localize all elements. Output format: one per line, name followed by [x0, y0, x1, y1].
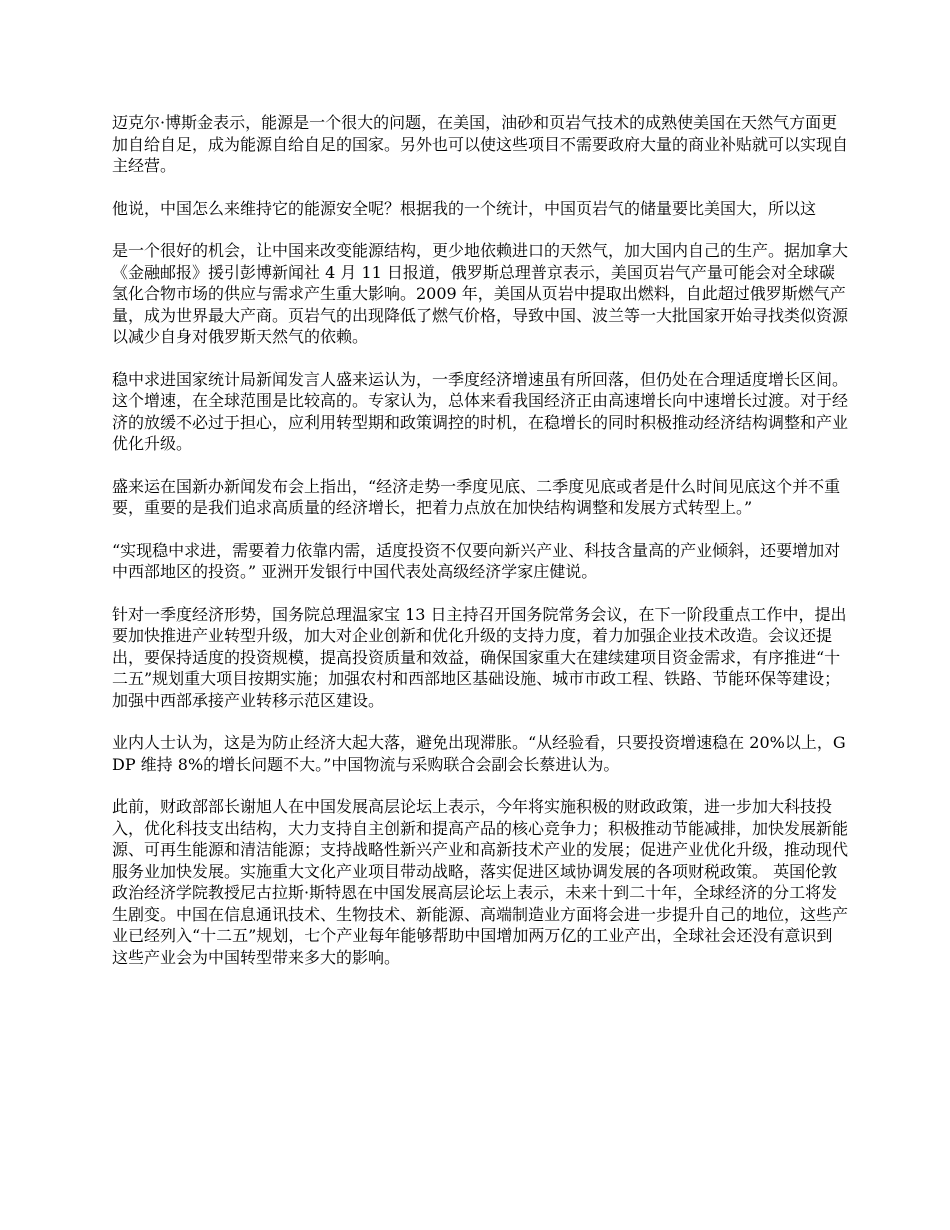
paragraph-cai-jin-quote: 业内人士认为，这是为防止经济大起大落，避免出现滞胀。“从经验看，只要投资增速稳在 20%以上，GDP 维持 8%的增长问题不大。”中国物流与采购联合会副会长蔡进认为。	[112, 733, 846, 774]
paragraph-china-energy-security: 他说，中国怎么来维持它的能源安全呢？根据我的一个统计，中国页岩气的储量要比美国大，所以这	[112, 198, 817, 218]
paragraph-sheng-laiyun-quote: 盛来运在国新办新闻发布会上指出，“经济走势一季度见底、二季度见底或者是什么时间见底这个并不重要，重要的是我们追求高质量的经济增长，把着力点放在加快结构调整和发展方式转型上。”	[112, 476, 841, 517]
document-page	[112, 112, 848, 989]
paragraph-boskin-energy: 迈克尔·博斯金表示，能源是一个很大的问题，在美国，油砂和页岩气技术的成熟使美国在天然气方面更加自给自足，成为能源自给自足的国家。另外也可以使这些项目不需要政府大量的商业补贴就可以实现自主经营。	[112, 113, 849, 175]
paragraph-fiscal-policy-stern: 此前，财政部部长谢旭人在中国发展高层论坛上表示，今年将实施积极的财政政策，进一步加大科技投入，优化科技支出结构，大力支持自主创新和提高产品的核心竞争力；积极推动节能减排，加快发展新能源、可再生能源和清洁能源；支持战略性新兴产业和高新技术产业的发展；促进产业优化升级，推动现代服务业加快发展。实施重大文化产业项目带动战略，落实促进区域协调发展的各项财税政策。 英国伦敦政治经济学院教授尼古拉斯·斯特恩在中国发展高层论坛上表示，未来十到二十年，全球经济的分工将发生剧变。中国在信息通讯技术、生物技术、新能源、高端制造业方面将会进一步提升自己的地位，这些产业已经列入“十二五”规划，七个产业每年能够帮助中国增加两万亿的工业产出，全球社会还没有意识到这些产业会为中国转型带来多大的影响。	[112, 797, 849, 967]
paragraph-state-council-meeting: 针对一季度经济形势，国务院总理温家宝 13 日主持召开国务院常务会议，在下一阶段重点工作中，提出要加快推进产业转型升级，加大对企业创新和优化升级的支持力度，着力加强企业技术改造。会议还提出，要保持适度的投资规模，提高投资质量和效益，确保国家重大在建续建项目资金需求，有序推进“十二五”规划重大项目按期实施；加强农村和西部地区基础设施、城市市政工程、铁路、节能环保等建设；加强中西部承接产业转移示范区建设。	[112, 604, 847, 710]
paragraph-shale-gas-opportunity: 是一个很好的机会，让中国来改变能源结构，更少地依赖进口的天然气，加大国内自己的生产。据加拿大《金融邮报》援引彭博新闻社 4 月 11 日报道，俄罗斯总理普京表示，美国页岩气产量可能会对全球碳氢化合物市场的供应与需求产生重大影响。2009 年，美国从页岩中提取出燃料，自此超过俄罗斯燃气产量，成为世界最大产商。页岩气的出现降低了燃气价格，导致中国、波兰等一大批国家开始寻找类似资源以减少自身对俄罗斯天然气的依赖。	[112, 241, 849, 346]
paragraph-steady-progress: 稳中求进国家统计局新闻发言人盛来运认为，一季度经济增速虽有所回落，但仍处在合理适度增长区间。这个增速，在全球范围是比较高的。专家认为，总体来看我国经济正由高速增长向中速增长过渡。对于经济的放缓不必过于担心，应利用转型期和政策调控的时机，在稳增长的同时积极推动经济结构调整和产业优化升级。	[112, 369, 849, 453]
paragraph-zhuang-jian-quote: “实现稳中求进，需要着力依靠内需，适度投资不仅要向新兴产业、科技含量高的产业倾斜，还要增加对中西部地区的投资。” 亚洲开发银行中国代表处高级经济学家庄健说。	[112, 540, 841, 581]
